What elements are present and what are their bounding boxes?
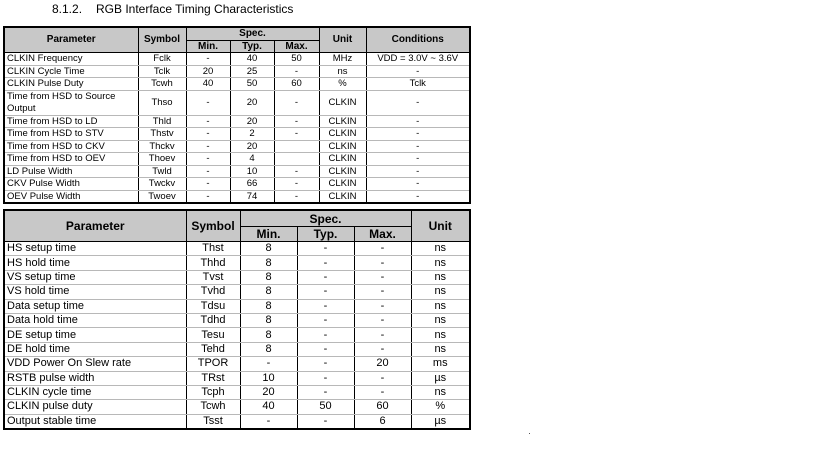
table-cell: 50 [274, 53, 319, 66]
table-cell: - [297, 270, 354, 284]
col-max: Max. [274, 41, 319, 53]
table-row [4, 285, 470, 299]
table-cell: - [354, 256, 411, 270]
table-cell: 20 [186, 65, 230, 78]
table-cell: - [274, 90, 319, 115]
cell-parameter: OEV Pulse Width [4, 190, 138, 203]
table-cell: ns [411, 385, 470, 399]
table-cell: ns [411, 270, 470, 284]
table-cell: 20 [240, 385, 297, 399]
cell-parameter: Time from HSD to CKV [4, 140, 138, 153]
table-cell: Thstv [138, 128, 186, 141]
table-cell: 20 [230, 90, 274, 115]
table-cell: 2 [230, 128, 274, 141]
table-cell: CLKIN [319, 165, 366, 178]
table-cell: % [411, 400, 470, 414]
table-cell: - [354, 342, 411, 356]
table-cell: CLKIN [319, 140, 366, 153]
table-cell: - [354, 285, 411, 299]
table-cell: Tclk [138, 65, 186, 78]
table-row [4, 400, 470, 414]
table-row [4, 53, 470, 66]
table-cell: CLKIN [319, 190, 366, 203]
table-cell: ns [411, 313, 470, 327]
cell-parameter: Time from HSD to LD [4, 115, 138, 128]
table-cell: µs [411, 371, 470, 385]
table-cell: - [274, 165, 319, 178]
table-cell: CLKIN [319, 115, 366, 128]
table-cell: CLKIN [319, 153, 366, 166]
section-heading [52, 2, 293, 16]
col-unit: Unit [319, 27, 366, 53]
col-symbol: Symbol [186, 210, 240, 242]
table-row [4, 128, 470, 141]
cell-parameter: Time from HSD to STV [4, 128, 138, 141]
table-cell: Tvhd [186, 285, 240, 299]
table-cell: 50 [230, 78, 274, 91]
table-cell: Tesu [186, 328, 240, 342]
table-cell: - [297, 285, 354, 299]
table-cell: - [297, 371, 354, 385]
table-cell: 66 [230, 178, 274, 191]
table-cell: ns [411, 299, 470, 313]
cell-parameter: Output stable time [4, 414, 186, 429]
table-cell: - [297, 328, 354, 342]
table-row [4, 65, 470, 78]
table-cell: Tcwh [186, 400, 240, 414]
rgb-timing-table [3, 26, 471, 204]
table-cell: - [297, 357, 354, 371]
table-cell: - [354, 242, 411, 256]
table-cell: 8 [240, 313, 297, 327]
table-cell: - [186, 128, 230, 141]
table-cell: 8 [240, 256, 297, 270]
table-cell: - [297, 313, 354, 327]
table-cell: Thhd [186, 256, 240, 270]
table-cell: - [240, 414, 297, 429]
col-parameter: Parameter [4, 210, 186, 242]
rgb-timing-table-body [4, 53, 470, 204]
table-cell: ns [411, 242, 470, 256]
col-conditions: Conditions [366, 27, 470, 53]
table-cell: - [297, 385, 354, 399]
col-unit: Unit [411, 210, 470, 242]
table-cell: Fclk [138, 53, 186, 66]
table-row [4, 165, 470, 178]
table-cell: ns [411, 328, 470, 342]
cell-parameter: DE setup time [4, 328, 186, 342]
table-row [4, 371, 470, 385]
cell-parameter: DE hold time [4, 342, 186, 356]
table-cell: - [354, 299, 411, 313]
table-cell: 74 [230, 190, 274, 203]
table-cell: 10 [230, 165, 274, 178]
table-row [4, 342, 470, 356]
table-cell: - [297, 342, 354, 356]
table-cell: - [366, 140, 470, 153]
table-cell: - [274, 115, 319, 128]
table-cell: 60 [354, 400, 411, 414]
signal-timing-table [3, 209, 471, 430]
cell-parameter: VS setup time [4, 270, 186, 284]
table-cell: - [297, 242, 354, 256]
cell-parameter: Time from HSD to OEV [4, 153, 138, 166]
table-cell: CLKIN [319, 178, 366, 191]
table-cell: 10 [240, 371, 297, 385]
table-cell: - [366, 153, 470, 166]
table-cell: 8 [240, 270, 297, 284]
table-cell: - [354, 328, 411, 342]
table-cell: 8 [240, 242, 297, 256]
cell-parameter: CLKIN Frequency [4, 53, 138, 66]
cell-parameter: VDD Power On Slew rate [4, 357, 186, 371]
table-cell: 6 [354, 414, 411, 429]
table-cell: Twoev [138, 190, 186, 203]
cell-parameter: HS hold time [4, 256, 186, 270]
cell-parameter: CLKIN Pulse Duty [4, 78, 138, 91]
cell-parameter: LD Pulse Width [4, 165, 138, 178]
table-cell: µs [411, 414, 470, 429]
cell-parameter: CLKIN cycle time [4, 385, 186, 399]
table-cell: - [366, 65, 470, 78]
table-row [4, 299, 470, 313]
col-spec: Spec. [240, 210, 411, 227]
table-cell: 40 [230, 53, 274, 66]
cell-parameter: Data hold time [4, 313, 186, 327]
table-cell: - [274, 65, 319, 78]
cell-parameter: CKV Pulse Width [4, 178, 138, 191]
table-cell: Tcwh [138, 78, 186, 91]
table-cell: Thld [138, 115, 186, 128]
table-cell: - [186, 53, 230, 66]
table-row [4, 115, 470, 128]
table-cell: Tehd [186, 342, 240, 356]
table-cell: Tclk [366, 78, 470, 91]
table-row [4, 328, 470, 342]
table-cell: - [186, 90, 230, 115]
table-cell: - [297, 256, 354, 270]
table-row [4, 90, 470, 115]
col-parameter: Parameter [4, 27, 138, 53]
table-cell: 4 [230, 153, 274, 166]
table-cell: Tdhd [186, 313, 240, 327]
table-cell: - [354, 270, 411, 284]
table-cell: ns [411, 342, 470, 356]
table-cell: Thso [138, 90, 186, 115]
table-cell: Tdsu [186, 299, 240, 313]
table-cell: 8 [240, 342, 297, 356]
table-cell: - [297, 299, 354, 313]
table-row [4, 153, 470, 166]
table-cell: 25 [230, 65, 274, 78]
table-cell: - [240, 357, 297, 371]
table-cell: Twld [138, 165, 186, 178]
table-cell: - [186, 115, 230, 128]
table-row [4, 414, 470, 429]
table-cell: 8 [240, 328, 297, 342]
cell-parameter: CLKIN pulse duty [4, 400, 186, 414]
table-row [4, 190, 470, 203]
table-cell: Tsst [186, 414, 240, 429]
table-cell: 20 [230, 115, 274, 128]
table-cell: ns [411, 256, 470, 270]
table-cell: - [366, 115, 470, 128]
table-cell: Tvst [186, 270, 240, 284]
table-cell: - [354, 371, 411, 385]
col-typ: Typ. [297, 227, 354, 242]
table-cell: TRst [186, 371, 240, 385]
col-spec: Spec. [186, 27, 319, 41]
table-cell: CLKIN [319, 128, 366, 141]
table-cell: 40 [240, 400, 297, 414]
section-title: RGB Interface Timing Characteristics [96, 2, 294, 16]
table-row [4, 78, 470, 91]
table-cell: % [319, 78, 366, 91]
cell-parameter: VS hold time [4, 285, 186, 299]
table-cell: Tcph [186, 385, 240, 399]
table-cell: MHz [319, 53, 366, 66]
table-cell: - [366, 178, 470, 191]
cell-parameter: Data setup time [4, 299, 186, 313]
table-cell: - [366, 90, 470, 115]
cell-parameter: RSTB pulse width [4, 371, 186, 385]
table-cell: 60 [274, 78, 319, 91]
table-cell: 20 [354, 357, 411, 371]
table-cell: - [186, 140, 230, 153]
table-cell: - [186, 153, 230, 166]
table-cell: - [366, 128, 470, 141]
cell-parameter: HS setup time [4, 242, 186, 256]
table-cell: Thckv [138, 140, 186, 153]
table-cell: 8 [240, 299, 297, 313]
table-cell: CLKIN [319, 90, 366, 115]
table-cell [274, 153, 319, 166]
table-cell: ns [411, 285, 470, 299]
table-cell: 8 [240, 285, 297, 299]
table-cell: - [354, 385, 411, 399]
table-cell: - [354, 313, 411, 327]
table-row [4, 256, 470, 270]
table-cell: - [274, 190, 319, 203]
table-row [4, 140, 470, 153]
table-cell: ns [319, 65, 366, 78]
table-cell: - [274, 128, 319, 141]
table-row [4, 313, 470, 327]
table-row [4, 385, 470, 399]
table-row [4, 242, 470, 256]
table-cell: Thst [186, 242, 240, 256]
table-cell: Thoev [138, 153, 186, 166]
table-cell: 50 [297, 400, 354, 414]
table-cell: TPOR [186, 357, 240, 371]
col-typ: Typ. [230, 41, 274, 53]
table-row [4, 357, 470, 371]
table-cell [274, 140, 319, 153]
table-cell: - [366, 190, 470, 203]
table-cell: ms [411, 357, 470, 371]
stray-mark [529, 433, 530, 434]
table-cell: - [297, 414, 354, 429]
table-cell: 20 [230, 140, 274, 153]
col-min: Min. [186, 41, 230, 53]
table-cell: - [274, 178, 319, 191]
col-max: Max. [354, 227, 411, 242]
cell-parameter: Time from HSD to Source Output [4, 90, 138, 115]
table-cell: - [186, 190, 230, 203]
col-min: Min. [240, 227, 297, 242]
table-cell: VDD = 3.0V ~ 3.6V [366, 53, 470, 66]
table-row [4, 178, 470, 191]
table-cell: - [366, 165, 470, 178]
table-cell: Twckv [138, 178, 186, 191]
table-cell: - [186, 165, 230, 178]
section-number: 8.1.2. [52, 2, 83, 16]
cell-parameter: CLKIN Cycle Time [4, 65, 138, 78]
table-cell: - [186, 178, 230, 191]
table-row [4, 270, 470, 284]
col-symbol: Symbol [138, 27, 186, 53]
table-cell: 40 [186, 78, 230, 91]
signal-timing-table-body [4, 242, 470, 430]
